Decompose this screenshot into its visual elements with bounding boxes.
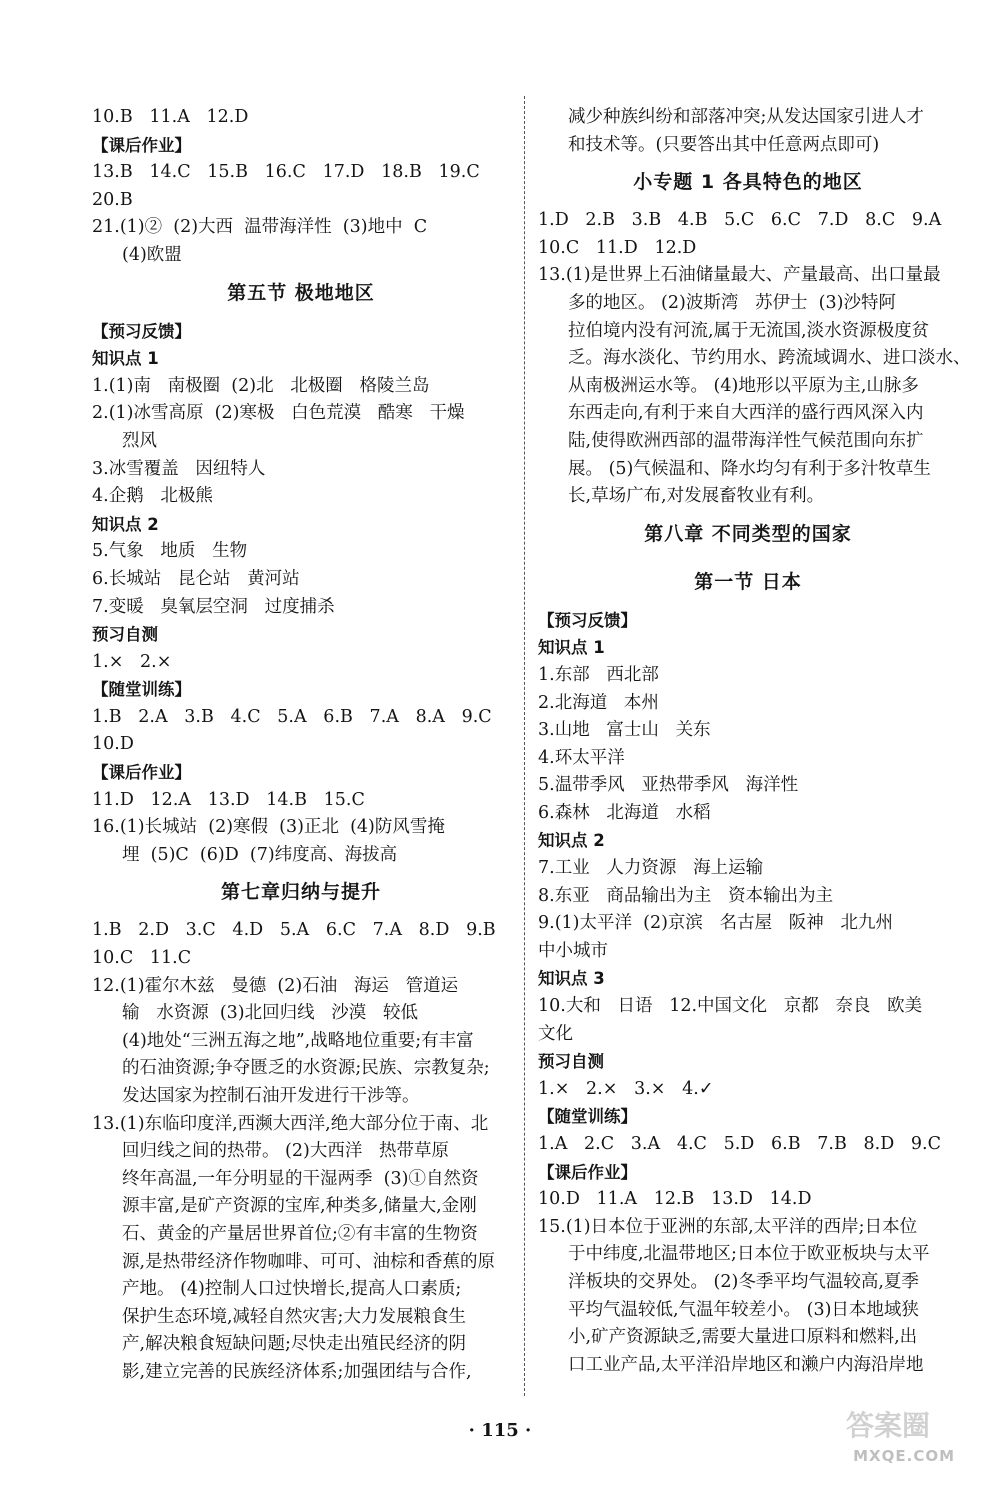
answer-line-continued: 石、黄金的产量居世界首位;②有丰富的生物资 [122, 1223, 478, 1244]
answer-line: 20.B [92, 189, 133, 210]
answer-line: 1.× 2.× 3.× 4.✓ [538, 1078, 714, 1099]
answer-line-continued: 产,解决粮食短缺问题;尽快走出殖民经济的阴 [122, 1334, 466, 1355]
answer-line-continued: 源丰富,是矿产资源的宝库,种类多,储量大,金刚 [122, 1196, 477, 1217]
answer-line-continued: 展。 (5)气候温和、降水均匀有利于多汁牧草生 [568, 458, 931, 479]
answer-line: 1.B 2.A 3.B 4.C 5.A 6.B 7.A 8.A 9.C [92, 706, 492, 727]
subsection-label: 【课后作业】 [538, 1162, 637, 1182]
right-column [538, 104, 971, 1379]
subsection-label: 【预习反馈】 [538, 610, 637, 630]
answer-line: 文化 [538, 1023, 573, 1044]
answer-line: 13.B 14.C 15.B 16.C 17.D 18.B 19.C [92, 162, 480, 183]
answer-line-continued: 埋 (5)C (6)D (7)纬度高、海拔高 [122, 844, 398, 865]
subsection-label: 预习自测 [538, 1052, 604, 1072]
answer-line-continued: (4)地处“三洲五海之地”,战略地位重要;有丰富 [122, 1030, 474, 1051]
answer-line: 7.工业 人力资源 海上运输 [538, 858, 764, 879]
answer-line-continued: 多的地区。 (2)波斯湾 苏伊士 (3)沙特阿 [568, 292, 896, 313]
answer-line: 1.D 2.B 3.B 4.B 5.C 6.C 7.D 8.C 9.A [538, 210, 942, 231]
answer-line-continued: 减少种族纠纷和部落冲突;从发达国家引进人才 [568, 107, 924, 127]
answer-line: 中小城市 [538, 940, 608, 961]
answer-line: 9.(1)太平洋 (2)京滨 名古屋 阪神 北九州 [538, 913, 893, 934]
answer-line-continued: 输 水资源 (3)北回归线 沙漠 较低 [122, 1003, 418, 1024]
answer-line: 16.(1)长城站 (2)寒假 (3)正北 (4)防风雪掩 [92, 817, 445, 838]
answer-line: 10.D [92, 734, 134, 755]
answer-line-continued: 保护生态环境,减轻自然灾害;大力发展粮食生 [122, 1306, 466, 1327]
answer-line: 7.变暖 臭氧层空洞 过度捕杀 [92, 596, 335, 617]
answer-line: 12.(1)霍尔木兹 曼德 (2)石油 海运 管道运 [92, 975, 459, 996]
subsection-label: 知识点 2 [538, 831, 605, 851]
subsection-label: 预习自测 [92, 625, 158, 645]
subsection-label: 【随堂训练】 [538, 1107, 637, 1127]
answer-line-continued: 和技术等。(只要答出其中任意两点即可) [568, 134, 880, 155]
subsection-label: 【预习反馈】 [92, 321, 191, 341]
answer-line-continued: 烈风 [122, 430, 157, 451]
subsection-label: 知识点 1 [92, 349, 159, 369]
watermark-url: MXQE.COM [853, 1447, 955, 1465]
answer-line: 10.B 11.A 12.D [92, 107, 249, 127]
answer-line: 4.环太平洋 [538, 747, 625, 768]
answer-line: 21.(1)② (2)大西 温带海洋性 (3)地中 C [92, 217, 428, 238]
answer-line: 10.D 11.A 12.B 13.D 14.D [538, 1189, 812, 1210]
answer-line: 1.A 2.C 3.A 4.C 5.D 6.B 7.B 8.D 9.C [538, 1134, 942, 1154]
left-column [92, 104, 510, 1387]
answer-line-continued: 回归线之间的热带。 (2)大西洋 热带草原 [122, 1141, 450, 1162]
answer-line: 11.D 12.A 13.D 14.B 15.C [92, 789, 365, 810]
answer-line-continued: 源,是热带经济作物咖啡、可可、油棕和香蕉的原 [122, 1251, 496, 1272]
subsection-label: 知识点 2 [92, 514, 159, 534]
section-heading: 第五节 极地地区 [227, 281, 375, 304]
answer-line: 5.气象 地质 生物 [92, 541, 248, 562]
subsection-label: 知识点 3 [538, 969, 605, 989]
answer-line-continued: 的石油资源;争夺匮乏的水资源;民族、宗教复杂; [122, 1058, 490, 1079]
answer-line-continued: 东西走向,有利于来自大西洋的盛行西风深入内 [568, 403, 924, 424]
answer-line: 4.企鹅 北极熊 [92, 486, 213, 507]
answer-line: 6.森林 北海道 水稻 [538, 802, 711, 823]
answer-line: 15.(1)日本位于亚洲的东部,太平洋的西岸;日本位 [538, 1216, 918, 1237]
section-heading: 第八章 不同类型的国家 [644, 522, 852, 545]
answer-line-continued: 洋板块的交界处。 (2)冬季平均气温较高,夏季 [568, 1271, 919, 1292]
answer-line: 13.(1)是世界上石油储量最大、产量最高、出口量最 [538, 265, 941, 286]
subsection-label: 【随堂训练】 [92, 680, 191, 700]
answer-line: 5.温带季风 亚热带季风 海洋性 [538, 775, 799, 796]
answer-line: 1.(1)南 南极圈 (2)北 北极圈 格陵兰岛 [92, 375, 430, 396]
section-heading: 第七章归纳与提升 [220, 881, 381, 904]
section-heading: 第一节 日本 [694, 570, 802, 593]
answer-line-continued: 乏。海水淡化、节约用水、跨流域调水、进口淡水、 [568, 348, 971, 369]
answer-line-continued: 发达国家为控制石油开发进行干涉等。 [122, 1086, 420, 1106]
answer-line: 2.(1)冰雪高原 (2)寒极 白色荒漠 酷寒 干燥 [92, 403, 465, 424]
answer-line: 10.大和 日语 12.中国文化 京都 奈良 欧美 [538, 996, 923, 1017]
answer-line: 8.东亚 商品输出为主 资本输出为主 [538, 885, 834, 906]
answer-line-continued: 终年高温,一年分明显的干湿两季 (3)①自然资 [122, 1168, 479, 1189]
answer-line: 3.山地 富士山 关东 [538, 720, 711, 741]
answer-line-continued: 从南极洲运水等。 (4)地形以平原为主,山脉多 [568, 375, 919, 396]
answer-line-continued: 平均气温较低,气温年较差小。 (3)日本地域狭 [568, 1299, 919, 1320]
answer-line-continued: 小,矿产资源缺乏,需要大量进口原料和燃料,出 [568, 1327, 918, 1348]
answer-line-continued: 于中纬度,北温带地区;日本位于欧亚板块与太平 [568, 1244, 930, 1265]
answer-line-continued: 拉伯境内没有河流,属于无流国,淡水资源极度贫 [568, 320, 930, 341]
section-heading: 小专题 1 各具特色的地区 [633, 171, 863, 194]
answer-line: 10.C 11.C [92, 948, 192, 969]
watermark-logo: 答案圈 [845, 1409, 930, 1442]
answer-line: 3.冰雪覆盖 因纽特人 [92, 458, 266, 479]
answer-line-continued: 长,草场广布,对发展畜牧业有利。 [568, 486, 825, 507]
answer-line: 13.(1)东临印度洋,西濒大西洋,绝大部分位于南、北 [92, 1113, 489, 1134]
answer-line-continued: 影,建立完善的民族经济体系;加强团结与合作, [122, 1361, 472, 1382]
subsection-label: 知识点 1 [538, 638, 605, 658]
answer-line: 1.B 2.D 3.C 4.D 5.A 6.C 7.A 8.D 9.B [92, 920, 496, 941]
answer-line-continued: (4)欧盟 [122, 244, 182, 265]
answer-line-continued: 口工业产品,太平洋沿岸地区和濑户内海沿岸地 [568, 1354, 924, 1375]
answer-line: 6.长城站 昆仑站 黄河站 [92, 568, 300, 589]
answer-line-continued: 产地。 (4)控制人口过快增长,提高人口素质; [122, 1279, 462, 1300]
answer-line: 1.东部 西北部 [538, 664, 659, 685]
page-number: · 115 · [468, 1420, 532, 1441]
column-divider [524, 96, 525, 1396]
subsection-label: 【课后作业】 [92, 763, 191, 783]
answer-line: 2.北海道 本州 [538, 692, 659, 713]
answer-line-continued: 陆,使得欧洲西部的温带海洋性气候范围向东扩 [568, 430, 924, 451]
subsection-label: 【课后作业】 [92, 135, 191, 155]
answer-line: 10.C 11.D 12.D [538, 237, 697, 258]
answer-line: 1.× 2.× [92, 651, 172, 672]
